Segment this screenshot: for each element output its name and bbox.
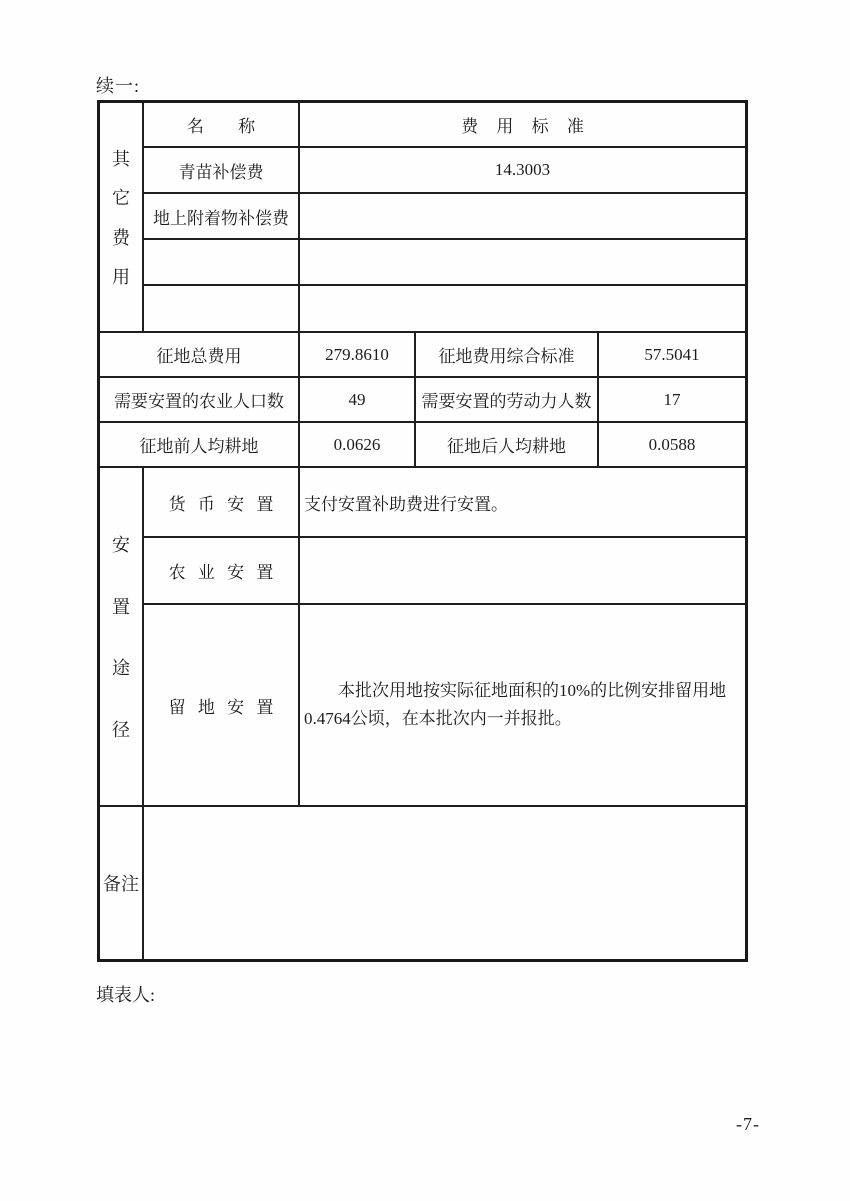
summary-row bbox=[100, 423, 745, 466]
stub-char: 费 bbox=[112, 227, 130, 248]
fee-row bbox=[144, 286, 745, 331]
summary-label-cell: 征地费用综合标准 bbox=[416, 333, 599, 376]
stub-char: 用 bbox=[112, 267, 130, 288]
fee-value-cell bbox=[300, 194, 745, 238]
fee-row bbox=[144, 148, 745, 194]
summary-value-cell: 0.0626 bbox=[300, 423, 416, 466]
remarks-stub bbox=[100, 807, 144, 959]
fee-name-cell: 青苗补偿费 bbox=[144, 148, 300, 192]
summary-label-cell: 需要安置的劳动力人数 bbox=[416, 378, 599, 421]
summary-value-cell: 279.8610 bbox=[300, 333, 416, 376]
page-number: -7- bbox=[736, 1114, 760, 1134]
other-fees-rows bbox=[144, 103, 745, 331]
resettlement-name-cell: 留 地 安 置 bbox=[144, 605, 300, 805]
resettlement-row bbox=[144, 605, 745, 805]
fee-value-cell: 14.3003 bbox=[494, 160, 551, 179]
resettlement-name-cell: 货 币 安 置 bbox=[144, 468, 300, 536]
continuation-label: 续一: bbox=[96, 76, 141, 96]
other-fees-section bbox=[100, 103, 745, 333]
fee-standard-header: 费 用 标 准 bbox=[461, 117, 584, 136]
fee-name-cell bbox=[144, 240, 300, 284]
fee-name-cell: 地上附着物补偿费 bbox=[144, 194, 300, 238]
fee-value-cell bbox=[300, 286, 745, 331]
compensation-table bbox=[97, 100, 748, 962]
summary-value-cell: 17 bbox=[663, 389, 681, 409]
resettlement-row bbox=[144, 538, 745, 605]
resettlement-content-cell bbox=[300, 605, 745, 805]
summary-value-cell: 57.5041 bbox=[644, 344, 700, 364]
remarks-content bbox=[144, 807, 745, 959]
summary-row bbox=[100, 378, 745, 423]
remarks-label: 备注 bbox=[103, 874, 139, 894]
stub-char: 途 bbox=[112, 658, 130, 679]
summary-value-cell: 0.0588 bbox=[648, 434, 696, 454]
summary-row bbox=[100, 333, 745, 378]
other-fees-stub bbox=[100, 103, 144, 331]
resettlement-content-cell: 支付安置补助费进行安置。 bbox=[304, 494, 508, 514]
resettlement-content-cell bbox=[300, 538, 745, 603]
stub-char: 它 bbox=[112, 188, 130, 209]
summary-section bbox=[100, 333, 745, 468]
summary-value-cell: 49 bbox=[300, 378, 416, 421]
retained-land-paragraph: 本批次用地按实际征地面积的10%的比例安排留用地0.4764公顷，在本批次内一并报批。 bbox=[304, 680, 727, 728]
summary-label-cell: 征地总费用 bbox=[100, 333, 300, 376]
resettlement-stub bbox=[100, 468, 144, 805]
summary-label-cell: 征地后人均耕地 bbox=[416, 423, 599, 466]
other-fees-header-row bbox=[144, 103, 745, 148]
fee-row bbox=[144, 240, 745, 286]
fee-name-header: 名 称 bbox=[144, 103, 300, 146]
stub-char: 径 bbox=[112, 719, 130, 740]
resettlement-rows bbox=[144, 468, 745, 805]
stub-char: 安 bbox=[112, 535, 130, 556]
resettlement-row bbox=[144, 468, 745, 538]
resettlement-section bbox=[100, 468, 745, 807]
fee-name-cell bbox=[144, 286, 300, 331]
resettlement-name-cell: 农 业 安 置 bbox=[144, 538, 300, 603]
fee-row bbox=[144, 194, 745, 240]
form-filler-label: 填表人: bbox=[96, 985, 156, 1005]
summary-label-cell: 征地前人均耕地 bbox=[100, 423, 300, 466]
stub-char: 其 bbox=[112, 148, 130, 169]
summary-label-cell: 需要安置的农业人口数 bbox=[100, 378, 300, 421]
fee-value-cell bbox=[300, 240, 745, 284]
remarks-section bbox=[100, 807, 745, 959]
stub-char: 置 bbox=[112, 596, 130, 617]
